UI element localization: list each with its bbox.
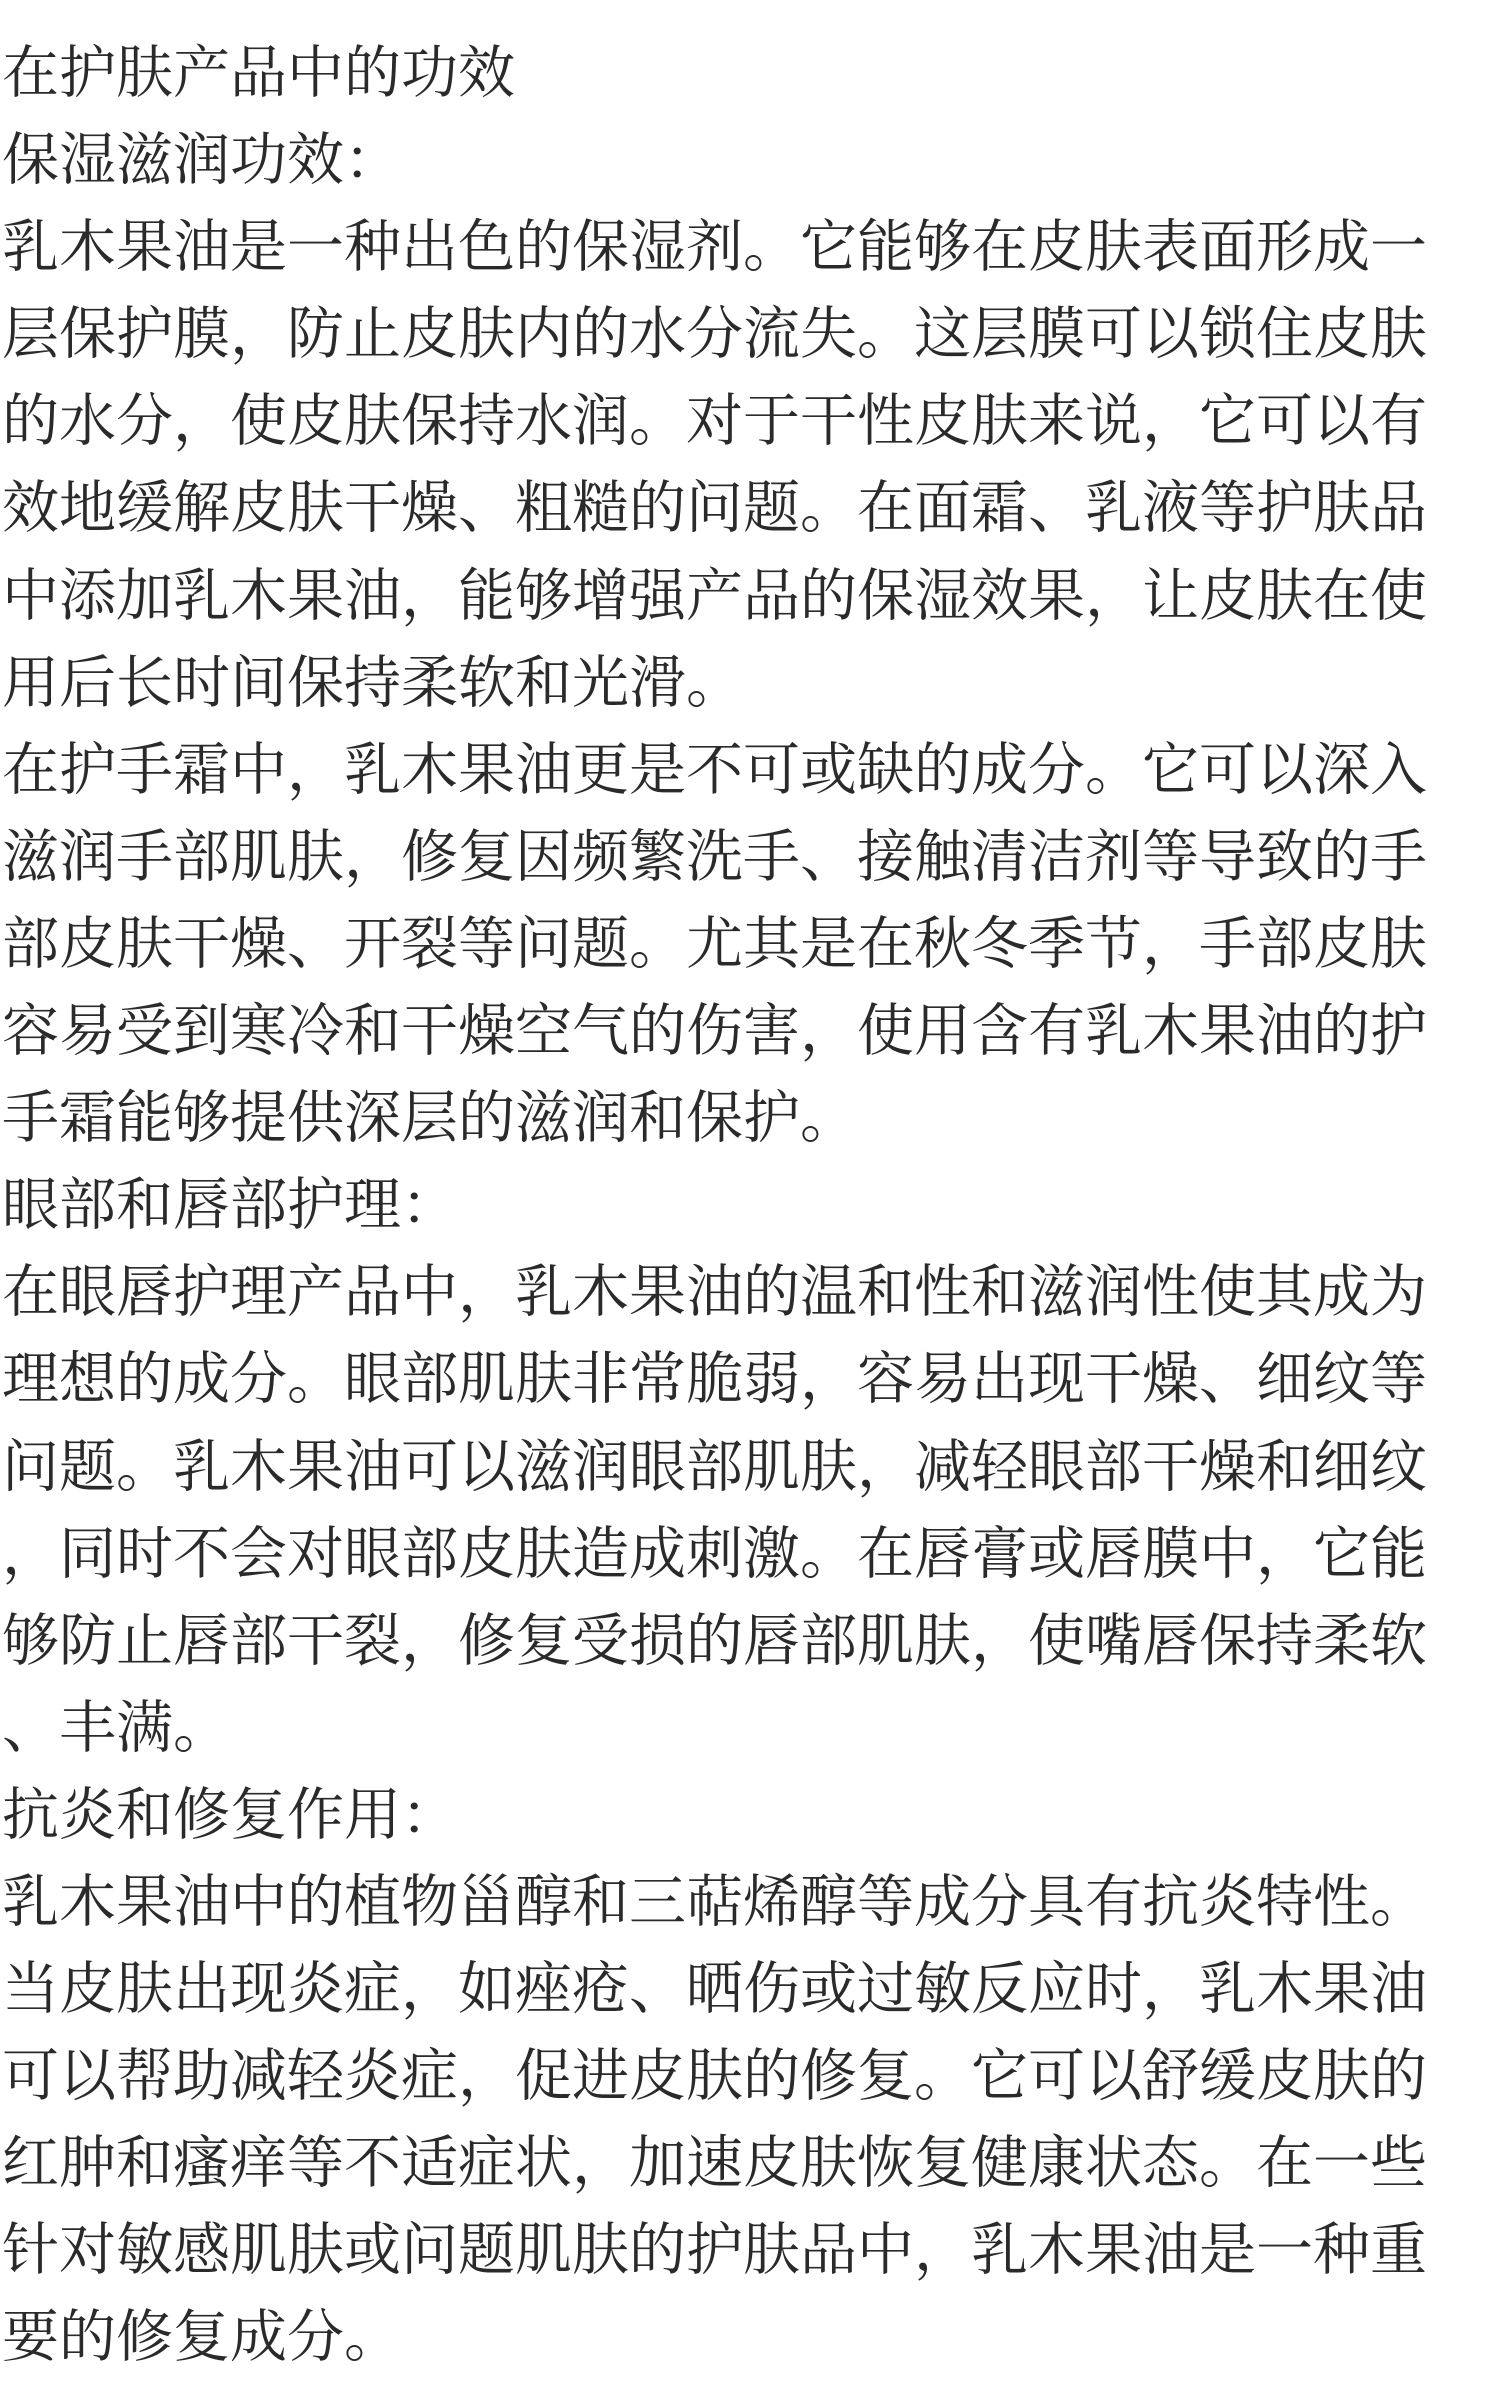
text-line: 当皮肤出现炎症，如痤疮、晒伤或过敏反应时，乳木果油 [2,1956,1427,2023]
text-line: 部皮肤干燥、开裂等问题。尤其是在秋冬季节，手部皮肤 [2,910,1427,977]
text-line: 够防止唇部干裂，修复受损的唇部肌肤，使嘴唇保持柔软 [2,1607,1427,1674]
section-heading: 在护肤产品中的功效 [2,40,515,106]
text-line: 在护手霜中，乳木果油更是不可或缺的成分。它可以深入 [2,736,1427,803]
subheading-anti-inflammatory: 抗炎和修复作用： [2,1781,458,1848]
text-line: 用后长时间保持柔软和光滑。 [2,649,743,716]
text-line: 中添加乳木果油，能够增强产品的保湿效果，让皮肤在使 [2,562,1427,629]
text-line: 理想的成分。眼部肌肤非常脆弱，容易出现干燥、细纹等 [2,1346,1427,1413]
text-line: 效地缓解皮肤干燥、粗糙的问题。在面霜、乳液等护肤品 [2,475,1427,542]
subheading-moisturizing: 保湿滋润功效： [2,127,401,194]
text-line: 、丰满。 [2,1694,230,1761]
text-line: 层保护膜，防止皮肤内的水分流失。这层膜可以锁住皮肤 [2,301,1427,368]
subheading-eye-lip-care: 眼部和唇部护理： [2,1172,458,1239]
text-line: 在眼唇护理产品中，乳木果油的温和性和滋润性使其成为 [2,1259,1427,1326]
text-line: 容易受到寒冷和干燥空气的伤害，使用含有乳木果油的护 [2,998,1427,1065]
text-line: 的水分，使皮肤保持水润。对于干性皮肤来说，它可以有 [2,388,1427,455]
text-line: 针对敏感肌肤或问题肌肤的护肤品中，乳木果油是一种重 [2,2217,1427,2284]
text-line: ，同时不会对眼部皮肤造成刺激。在唇膏或唇膜中，它能 [2,1520,1427,1587]
text-line: 滋润手部肌肤，修复因频繁洗手、接触清洁剂等导致的手 [2,823,1427,890]
text-line: 问题。乳木果油可以滋润眼部肌肤，减轻眼部干燥和细纹 [2,1433,1427,1500]
text-line: 乳木果油中的植物甾醇和三萜烯醇等成分具有抗炎特性。 [2,1868,1427,1935]
text-line: 可以帮助减轻炎症，促进皮肤的修复。它可以舒缓皮肤的 [2,2043,1427,2110]
article-text [2,30,1442,2382]
text-line: 要的修复成分。 [2,2304,401,2371]
text-line: 红肿和瘙痒等不适症状，加速皮肤恢复健康状态。在一些 [2,2130,1427,2197]
text-line: 手霜能够提供深层的滋润和保护。 [2,1085,857,1152]
text-line: 乳木果油是一种出色的保湿剂。它能够在皮肤表面形成一 [2,214,1427,281]
